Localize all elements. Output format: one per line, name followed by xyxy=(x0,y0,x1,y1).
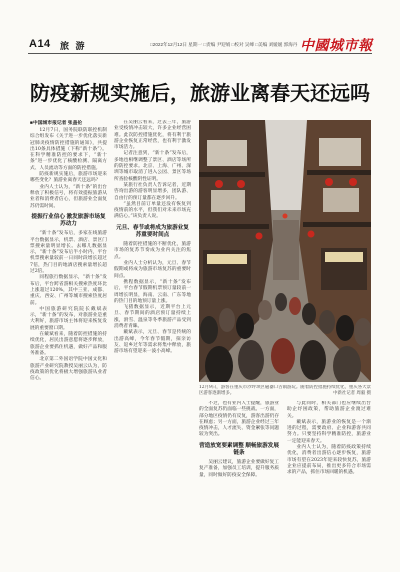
person xyxy=(289,297,301,315)
paragraph: 同程旅行数据显示，“新十条”发布后，平台跨省游相关搜索热度环比上涨超过120%，其中三亚、成都、重庆、西安、广州等城市搜索热度居前。 xyxy=(30,275,107,306)
left-eave xyxy=(199,224,269,229)
shop-sign xyxy=(325,252,363,262)
street-far xyxy=(273,220,299,280)
person xyxy=(258,300,272,320)
paragraph: 随着防控措施的不断优化，旅游市场的复苏节奏成为业内关注的焦点。 xyxy=(114,242,191,260)
right-wall-panel xyxy=(319,138,361,166)
paragraph: 在吴丽云看来，过去三年，旅游业受疫情冲击较大，许多企业经营困难。此次防控措施优化，将有利于旅游企业恢复正常经营，也有利于激发市场活力。 xyxy=(114,120,191,151)
right-wall-panel xyxy=(323,188,359,212)
paragraph: 某旅行社负责人告诉记者，近期咨询出游的游客明显增多，团队游、自由行的预订量都在逐步回升。 xyxy=(114,182,191,201)
newspaper-logo: 中國城市報 xyxy=(300,39,373,54)
paragraph: 中国旅游研究院院长戴斌表示，“新十条”的发布，对旅游业是重大利好，旅游市场主体将迎来恢复发展的重要窗口期。 xyxy=(30,306,107,331)
caption-text: 12月9日，游客在重庆市沙坪坝区磁器口古镇游玩。随着防控措施持续优化，重庆各大景区游客逐渐增多。 xyxy=(199,385,371,396)
paragraph: 业内人士分析认为，元旦、春节假期或将成为旅游市场复苏的重要时间点。 xyxy=(114,261,191,279)
photo-credit: 中新社记者 周毅 摄 xyxy=(333,390,371,396)
right-eave xyxy=(303,222,371,227)
paragraph: “新十条”发布后，多家在线旅游平台数据显示，机票、酒店、景区门票搜索量明显增长。去哪儿数据显示，“新十条”发布后半小时内，平台机票搜索量较前一日同时段增长超过7倍，热门目的地酒店搜索量增长超过2倍。 xyxy=(30,231,107,275)
article-column-1 xyxy=(30,120,107,556)
left-wall-panel xyxy=(207,140,247,166)
paragraph: 飞猪数据显示，近期平台上元旦、春节期间的酒店预订量持续上涨，滑雪、温泉等冬季旅游产品受到消费者青睐。 xyxy=(114,305,191,330)
article-column-4 xyxy=(287,401,371,556)
lantern xyxy=(325,178,333,186)
article-column-3 xyxy=(199,401,279,556)
person xyxy=(238,340,264,380)
lantern xyxy=(283,214,288,219)
person xyxy=(236,313,254,339)
header-rule xyxy=(28,53,372,54)
lantern xyxy=(349,178,357,186)
paragraph: 携程数据显示，“新十条”发布后，平台春节假期机票预订量较前一周增长明显，海南、云南、广东等地的热门目的地预订量上涨。 xyxy=(114,279,191,304)
person xyxy=(319,310,335,334)
subheading: 元旦、春节或将成为旅游业复苏重要时间点 xyxy=(116,224,189,238)
byline: ■中国城市报记者 张盖伦 xyxy=(30,121,83,126)
subheading: 提振行业信心 激发旅游市场复苏动力 xyxy=(31,213,106,228)
paragraph: 戴斌表示，旅游业的恢复是一个渐进的过程，需要政府、企业和游客共同努力。只要坚持科学精准防控，旅游业一定能迎来春天。 xyxy=(287,419,371,444)
paragraph: 与此同时，相关部门也应继续出台助企纾困政策，帮助旅游企业渡过难关。 xyxy=(287,401,371,419)
article-column-2 xyxy=(114,120,191,556)
section-name: 旅 游 xyxy=(60,41,87,51)
old-town-street-photo xyxy=(199,120,371,382)
paragraph: 记者注意到，“新十条”发布后，多地也相继调整了景区、酒店等场所的防控要求。北京、上海、广州、深圳等城市取消了进入公园、景区等场所查验核酸阴性证明。 xyxy=(114,151,191,182)
shop-sign xyxy=(207,254,247,264)
paragraph: 不过，也有业内人士提醒，旅游业的全面复苏仍面临一些挑战。一方面，部分地区疫情仍有反复，游客出游仍存在顾虑；另一方面，旅游企业经过三年疫情冲击，人才流失、资金紧张等问题较为突出。 xyxy=(199,401,279,438)
left-eave xyxy=(199,172,265,177)
person xyxy=(302,303,316,325)
dateline: □2022年12月12日 星期一 □责编 尹迎娟 □校对 吴峰 □美编 刘媛媛 郭海丹 xyxy=(150,42,298,47)
person xyxy=(275,293,287,311)
paragraph: 业内人士认为，“新十条”的出台释放了积极信号，将有效提振旅游从业者和消费者信心，但旅游业全面复苏仍需时间。 xyxy=(30,184,107,209)
lantern xyxy=(256,233,263,240)
person xyxy=(219,308,235,332)
lantern xyxy=(237,180,245,188)
photo-caption xyxy=(199,385,371,399)
subheading: 营造放宽要素调整 顺畅旅游发展链条 xyxy=(199,442,279,456)
left-wall-panel xyxy=(211,190,245,212)
page-number: A14 xyxy=(29,38,51,50)
person xyxy=(200,316,218,344)
lantern xyxy=(308,231,315,238)
paragraph: 戴斌表示，元旦、春节是传统的出游高峰，今年春节假期，探亲访友、返乡过年等需求将集中释放，旅游市场有望迎来一波小高峰。 xyxy=(114,330,191,355)
paragraph: “虽然目前订单量还没有恢复到疫情前的水平，但我们对未来市场充满信心。”该负责人说。 xyxy=(114,201,191,220)
paragraph: 业内人士认为，随着防疫政策持续优化，消费者出游信心逐步恢复，旅游市场有望在2023年迎来较快复苏，旅游企业应提前布局，推出更多符合市场需求的产品，抓住市场回暖的机遇。 xyxy=(287,445,371,476)
person xyxy=(271,338,295,374)
person xyxy=(300,340,326,380)
right-eave xyxy=(307,170,371,175)
paragraph: 北京第二外国语学院中国文化和旅游产业研究院教授吴丽云认为，防疫政策的优化将极大增强旅游从业者信心。 xyxy=(30,357,107,382)
person xyxy=(336,315,354,341)
headline: 防疫新规实施后，旅游业离春天还远吗 xyxy=(30,81,370,105)
news-photo xyxy=(199,120,371,382)
lantern xyxy=(215,180,223,188)
paragraph: 防疫新规实施后，旅游市场迎来哪些变化？旅游业离春天还远吗？ xyxy=(30,172,107,184)
paragraph: 吴丽云建议，旅游企业要做好复工复产准备，加强员工培训，提升服务质量，同时做好防疫安全保障。 xyxy=(199,460,279,478)
paragraph: 在戴斌看来，随着防控措施的持续优化，居民出游意愿将逐步释放，旅游企业要抓住机遇，做好产品和服务准备。 xyxy=(30,332,107,356)
paragraph: 12月7日，国务院联防联控机制综合组发布《关于进一步优化落实新冠肺炎疫情防控措施的通知》，共提出10条具体措施（下称“新十条”）。在科学精准防控的要求下，“新十条”进一步优化了核酸检测、隔离方式、人员流动等方面的防控措施。 xyxy=(30,128,107,171)
